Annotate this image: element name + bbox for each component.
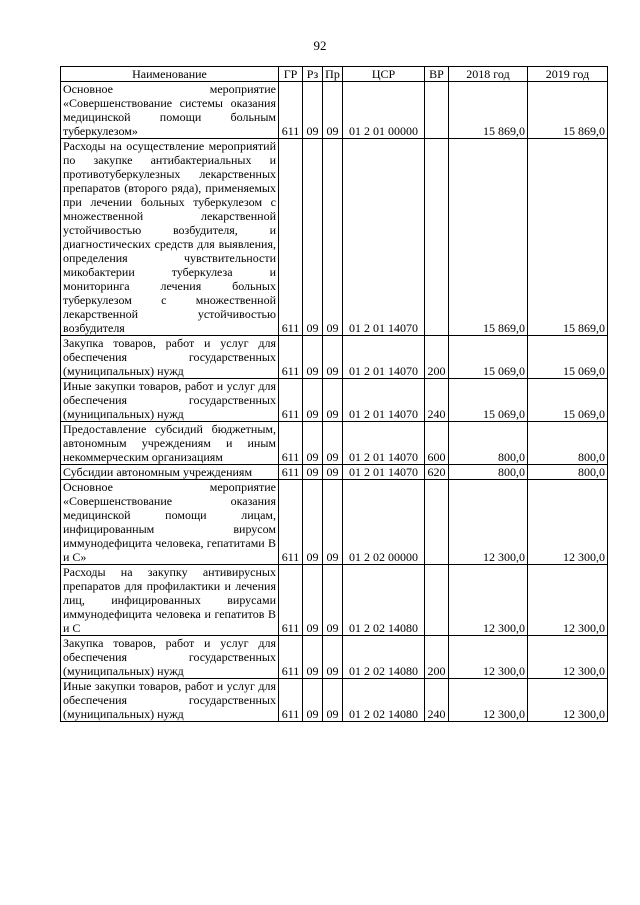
header-name: Наименование xyxy=(61,67,279,82)
row-vr: 620 xyxy=(425,465,449,480)
row-csr: 01 2 01 14070 xyxy=(343,336,425,379)
row-2019: 12 300,0 xyxy=(528,679,608,722)
row-csr: 01 2 01 00000 xyxy=(343,82,425,139)
row-2018: 12 300,0 xyxy=(449,480,528,565)
row-rz: 09 xyxy=(303,465,323,480)
row-name: Закупка товаров, работ и услуг для обеспечения государственных (муниципальных) нужд xyxy=(61,336,279,379)
row-gr: 611 xyxy=(279,422,303,465)
row-rz: 09 xyxy=(303,139,323,336)
row-name: Предоставление субсидий бюджетным, автономным учреждениям и иным некоммерческим организациям xyxy=(61,422,279,465)
table-row xyxy=(61,565,608,636)
row-vr xyxy=(425,480,449,565)
table-row xyxy=(61,82,608,139)
row-vr: 600 xyxy=(425,422,449,465)
header-gr: ГР xyxy=(279,67,303,82)
row-2018: 12 300,0 xyxy=(449,565,528,636)
row-2018: 800,0 xyxy=(449,422,528,465)
header-2018: 2018 год xyxy=(449,67,528,82)
row-pr: 09 xyxy=(323,82,343,139)
table-row xyxy=(61,679,608,722)
row-name: Иные закупки товаров, работ и услуг для обеспечения государственных (муниципальных) нужд xyxy=(61,679,279,722)
row-rz: 09 xyxy=(303,82,323,139)
row-name: Расходы на осуществление мероприятий по закупке антибактериальных и противотуберкулезных лекарственных препаратов (второго ряда), применяемых при лечении больных туберкулезом с множественной лекарственной устойчивостью возбудителя, и диагностических средств для выявления, определения чувствительности микобактерии туберкулеза и мониторинга лечения больных туберкулезом с множественной лекарственной устойчивостью возбудителя xyxy=(61,139,279,336)
row-pr: 09 xyxy=(323,679,343,722)
row-vr: 200 xyxy=(425,336,449,379)
row-gr: 611 xyxy=(279,636,303,679)
row-pr: 09 xyxy=(323,336,343,379)
row-name: Расходы на закупку антивирусных препаратов для профилактики и лечения лиц, инфицированных вирусами иммунодефицита человека и гепатитов В и С xyxy=(61,565,279,636)
page-number: 92 xyxy=(313,38,327,53)
row-rz: 09 xyxy=(303,565,323,636)
budget-table xyxy=(60,66,608,722)
row-2019: 15 869,0 xyxy=(528,139,608,336)
row-pr: 09 xyxy=(323,465,343,480)
header-row xyxy=(61,67,608,82)
row-2019: 12 300,0 xyxy=(528,565,608,636)
row-gr: 611 xyxy=(279,336,303,379)
row-csr: 01 2 02 00000 xyxy=(343,480,425,565)
row-rz: 09 xyxy=(303,480,323,565)
row-gr: 611 xyxy=(279,565,303,636)
row-rz: 09 xyxy=(303,679,323,722)
row-2018: 800,0 xyxy=(449,465,528,480)
table-row xyxy=(61,379,608,422)
row-name: Основное мероприятие «Совершенствование оказания медицинской помощи лицам, инфицированным вирусом иммунодефицита человека, гепатитами В и С» xyxy=(61,480,279,565)
row-rz: 09 xyxy=(303,379,323,422)
row-pr: 09 xyxy=(323,422,343,465)
row-2019: 800,0 xyxy=(528,422,608,465)
row-2018: 15 869,0 xyxy=(449,82,528,139)
row-name: Основное мероприятие «Совершенствование системы оказания медицинской помощи больным туберкулезом» xyxy=(61,82,279,139)
header-vr: ВР xyxy=(425,67,449,82)
header-csr: ЦСР xyxy=(343,67,425,82)
row-2019: 15 069,0 xyxy=(528,379,608,422)
row-vr xyxy=(425,565,449,636)
row-name: Иные закупки товаров, работ и услуг для обеспечения государственных (муниципальных) нужд xyxy=(61,379,279,422)
row-gr: 611 xyxy=(279,465,303,480)
row-pr: 09 xyxy=(323,379,343,422)
row-csr: 01 2 02 14080 xyxy=(343,636,425,679)
row-rz: 09 xyxy=(303,336,323,379)
row-pr: 09 xyxy=(323,565,343,636)
row-2019: 15 869,0 xyxy=(528,82,608,139)
row-pr: 09 xyxy=(323,636,343,679)
table-row xyxy=(61,465,608,480)
row-2018: 12 300,0 xyxy=(449,679,528,722)
row-pr: 09 xyxy=(323,139,343,336)
row-2019: 800,0 xyxy=(528,465,608,480)
row-vr xyxy=(425,82,449,139)
row-2019: 12 300,0 xyxy=(528,636,608,679)
table-row xyxy=(61,480,608,565)
row-vr: 240 xyxy=(425,379,449,422)
row-rz: 09 xyxy=(303,636,323,679)
header-rz: Рз xyxy=(303,67,323,82)
row-gr: 611 xyxy=(279,480,303,565)
row-csr: 01 2 01 14070 xyxy=(343,379,425,422)
table-row xyxy=(61,139,608,336)
row-csr: 01 2 01 14070 xyxy=(343,422,425,465)
table-row xyxy=(61,336,608,379)
row-csr: 01 2 01 14070 xyxy=(343,465,425,480)
row-2018: 12 300,0 xyxy=(449,636,528,679)
row-gr: 611 xyxy=(279,679,303,722)
header-pr: Пр xyxy=(323,67,343,82)
row-name: Субсидии автономным учреждениям xyxy=(61,465,279,480)
table-row xyxy=(61,636,608,679)
row-csr: 01 2 02 14080 xyxy=(343,565,425,636)
table-row xyxy=(61,422,608,465)
row-2019: 15 069,0 xyxy=(528,336,608,379)
row-2018: 15 069,0 xyxy=(449,379,528,422)
row-vr: 240 xyxy=(425,679,449,722)
row-csr: 01 2 02 14080 xyxy=(343,679,425,722)
row-vr: 200 xyxy=(425,636,449,679)
row-rz: 09 xyxy=(303,422,323,465)
row-name: Закупка товаров, работ и услуг для обеспечения государственных (муниципальных) нужд xyxy=(61,636,279,679)
row-gr: 611 xyxy=(279,379,303,422)
row-2018: 15 069,0 xyxy=(449,336,528,379)
row-2019: 12 300,0 xyxy=(528,480,608,565)
row-gr: 611 xyxy=(279,139,303,336)
header-2019: 2019 год xyxy=(528,67,608,82)
row-2018: 15 869,0 xyxy=(449,139,528,336)
row-vr xyxy=(425,139,449,336)
row-csr: 01 2 01 14070 xyxy=(343,139,425,336)
row-gr: 611 xyxy=(279,82,303,139)
row-pr: 09 xyxy=(323,480,343,565)
